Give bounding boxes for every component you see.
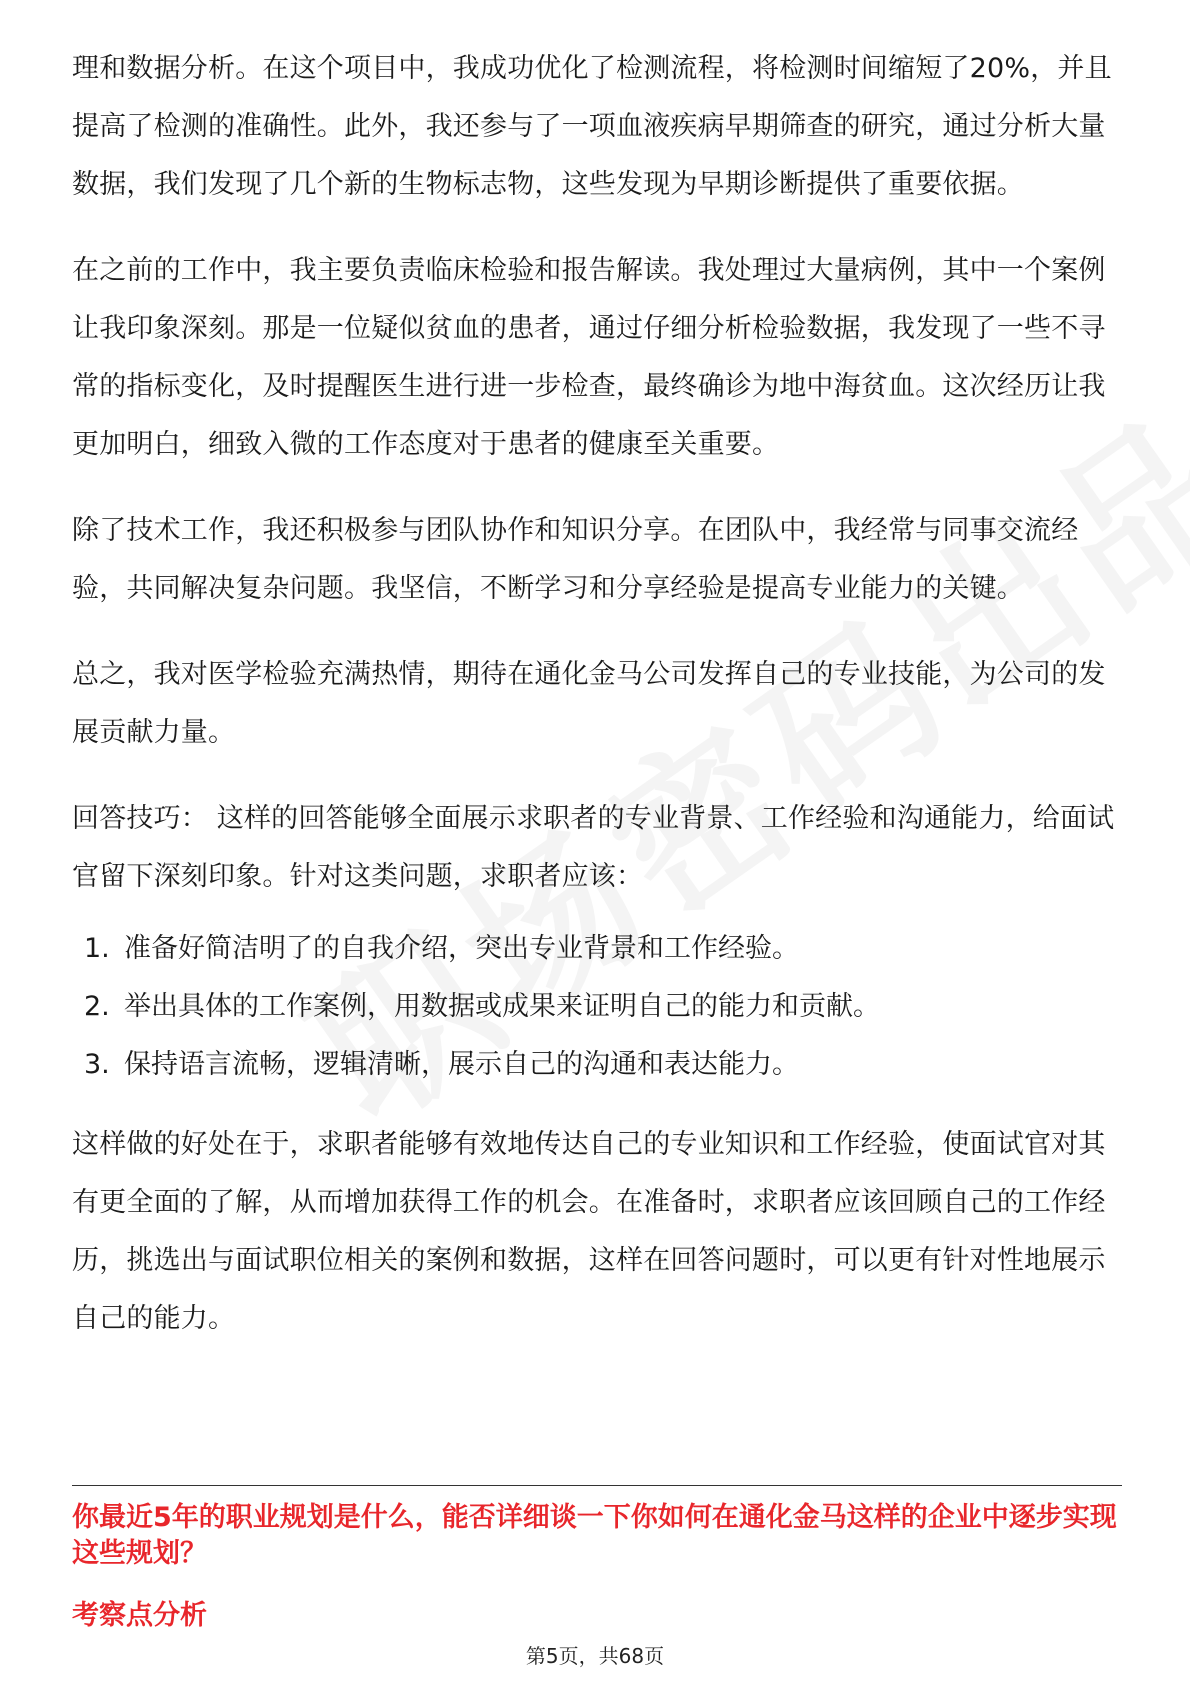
list-number: 3. [84, 1049, 110, 1080]
document-body [72, 40, 1122, 1376]
analysis-heading: 考察点分析 [72, 1600, 207, 1631]
paragraph-summary: 总之，我对医学检验充满热情，期待在通化金马公司发挥自己的专业技能，为公司的发展贡献力量。 [72, 659, 1106, 748]
list-item-text: 举出具体的工作案例，用数据或成果来证明自己的能力和贡献。 [124, 991, 880, 1022]
list-number: 1. [84, 933, 110, 964]
paragraph-previous-work: 在之前的工作中，我主要负责临床检验和报告解读。我处理过大量病例，其中一个案例让我印象深刻。那是一位疑似贫血的患者，通过仔细分析检验数据，我发现了一些不寻常的指标变化，及时提醒医生进行进一步检查，最终确诊为地中海贫血。这次经历让我更加明白，细致入微的工作态度对于患者的健康至关重要。 [72, 255, 1106, 460]
list-number: 2. [84, 991, 110, 1022]
page-footer: 第5页，共68页 [525, 1644, 665, 1668]
next-question-heading: 你最近5年的职业规划是什么，能否详细谈一下你如何在通化金马这样的企业中逐步实现这些规划？ [72, 1502, 1117, 1569]
list-item [72, 978, 1122, 1036]
list-item-text: 保持语言流畅，逻辑清晰，展示自己的沟通和表达能力。 [124, 1049, 799, 1080]
list-item-text: 准备好简洁明了的自我介绍，突出专业背景和工作经验。 [124, 933, 799, 964]
section-divider [72, 1485, 1122, 1486]
paragraph-teamwork: 除了技术工作，我还积极参与团队协作和知识分享。在团队中，我经常与同事交流经验，共同解决复杂问题。我坚信，不断学习和分享经验是提高专业能力的关键。 [72, 515, 1079, 604]
list-item [72, 1036, 1122, 1094]
answer-tips-intro: 回答技巧： 这样的回答能够全面展示求职者的专业背景、工作经验和沟通能力，给面试官留下深刻印象。针对这类问题，求职者应该： [72, 803, 1115, 892]
paragraph-benefits: 这样做的好处在于，求职者能够有效地传达自己的专业知识和工作经验，使面试官对其有更全面的了解，从而增加获得工作的机会。在准备时，求职者应该回顾自己的工作经历，挑选出与面试职位相关的案例和数据，这样在回答问题时，可以更有针对性地展示自己的能力。 [72, 1129, 1106, 1334]
list-item [72, 920, 1122, 978]
paragraph-project: 理和数据分析。在这个项目中，我成功优化了检测流程，将检测时间缩短了20%，并且提高了检测的准确性。此外，我还参与了一项血液疾病早期筛查的研究，通过分析大量数据，我们发现了几个新的生物标志物，这些发现为早期诊断提供了重要依据。 [72, 53, 1112, 200]
tips-list [72, 920, 1122, 1094]
